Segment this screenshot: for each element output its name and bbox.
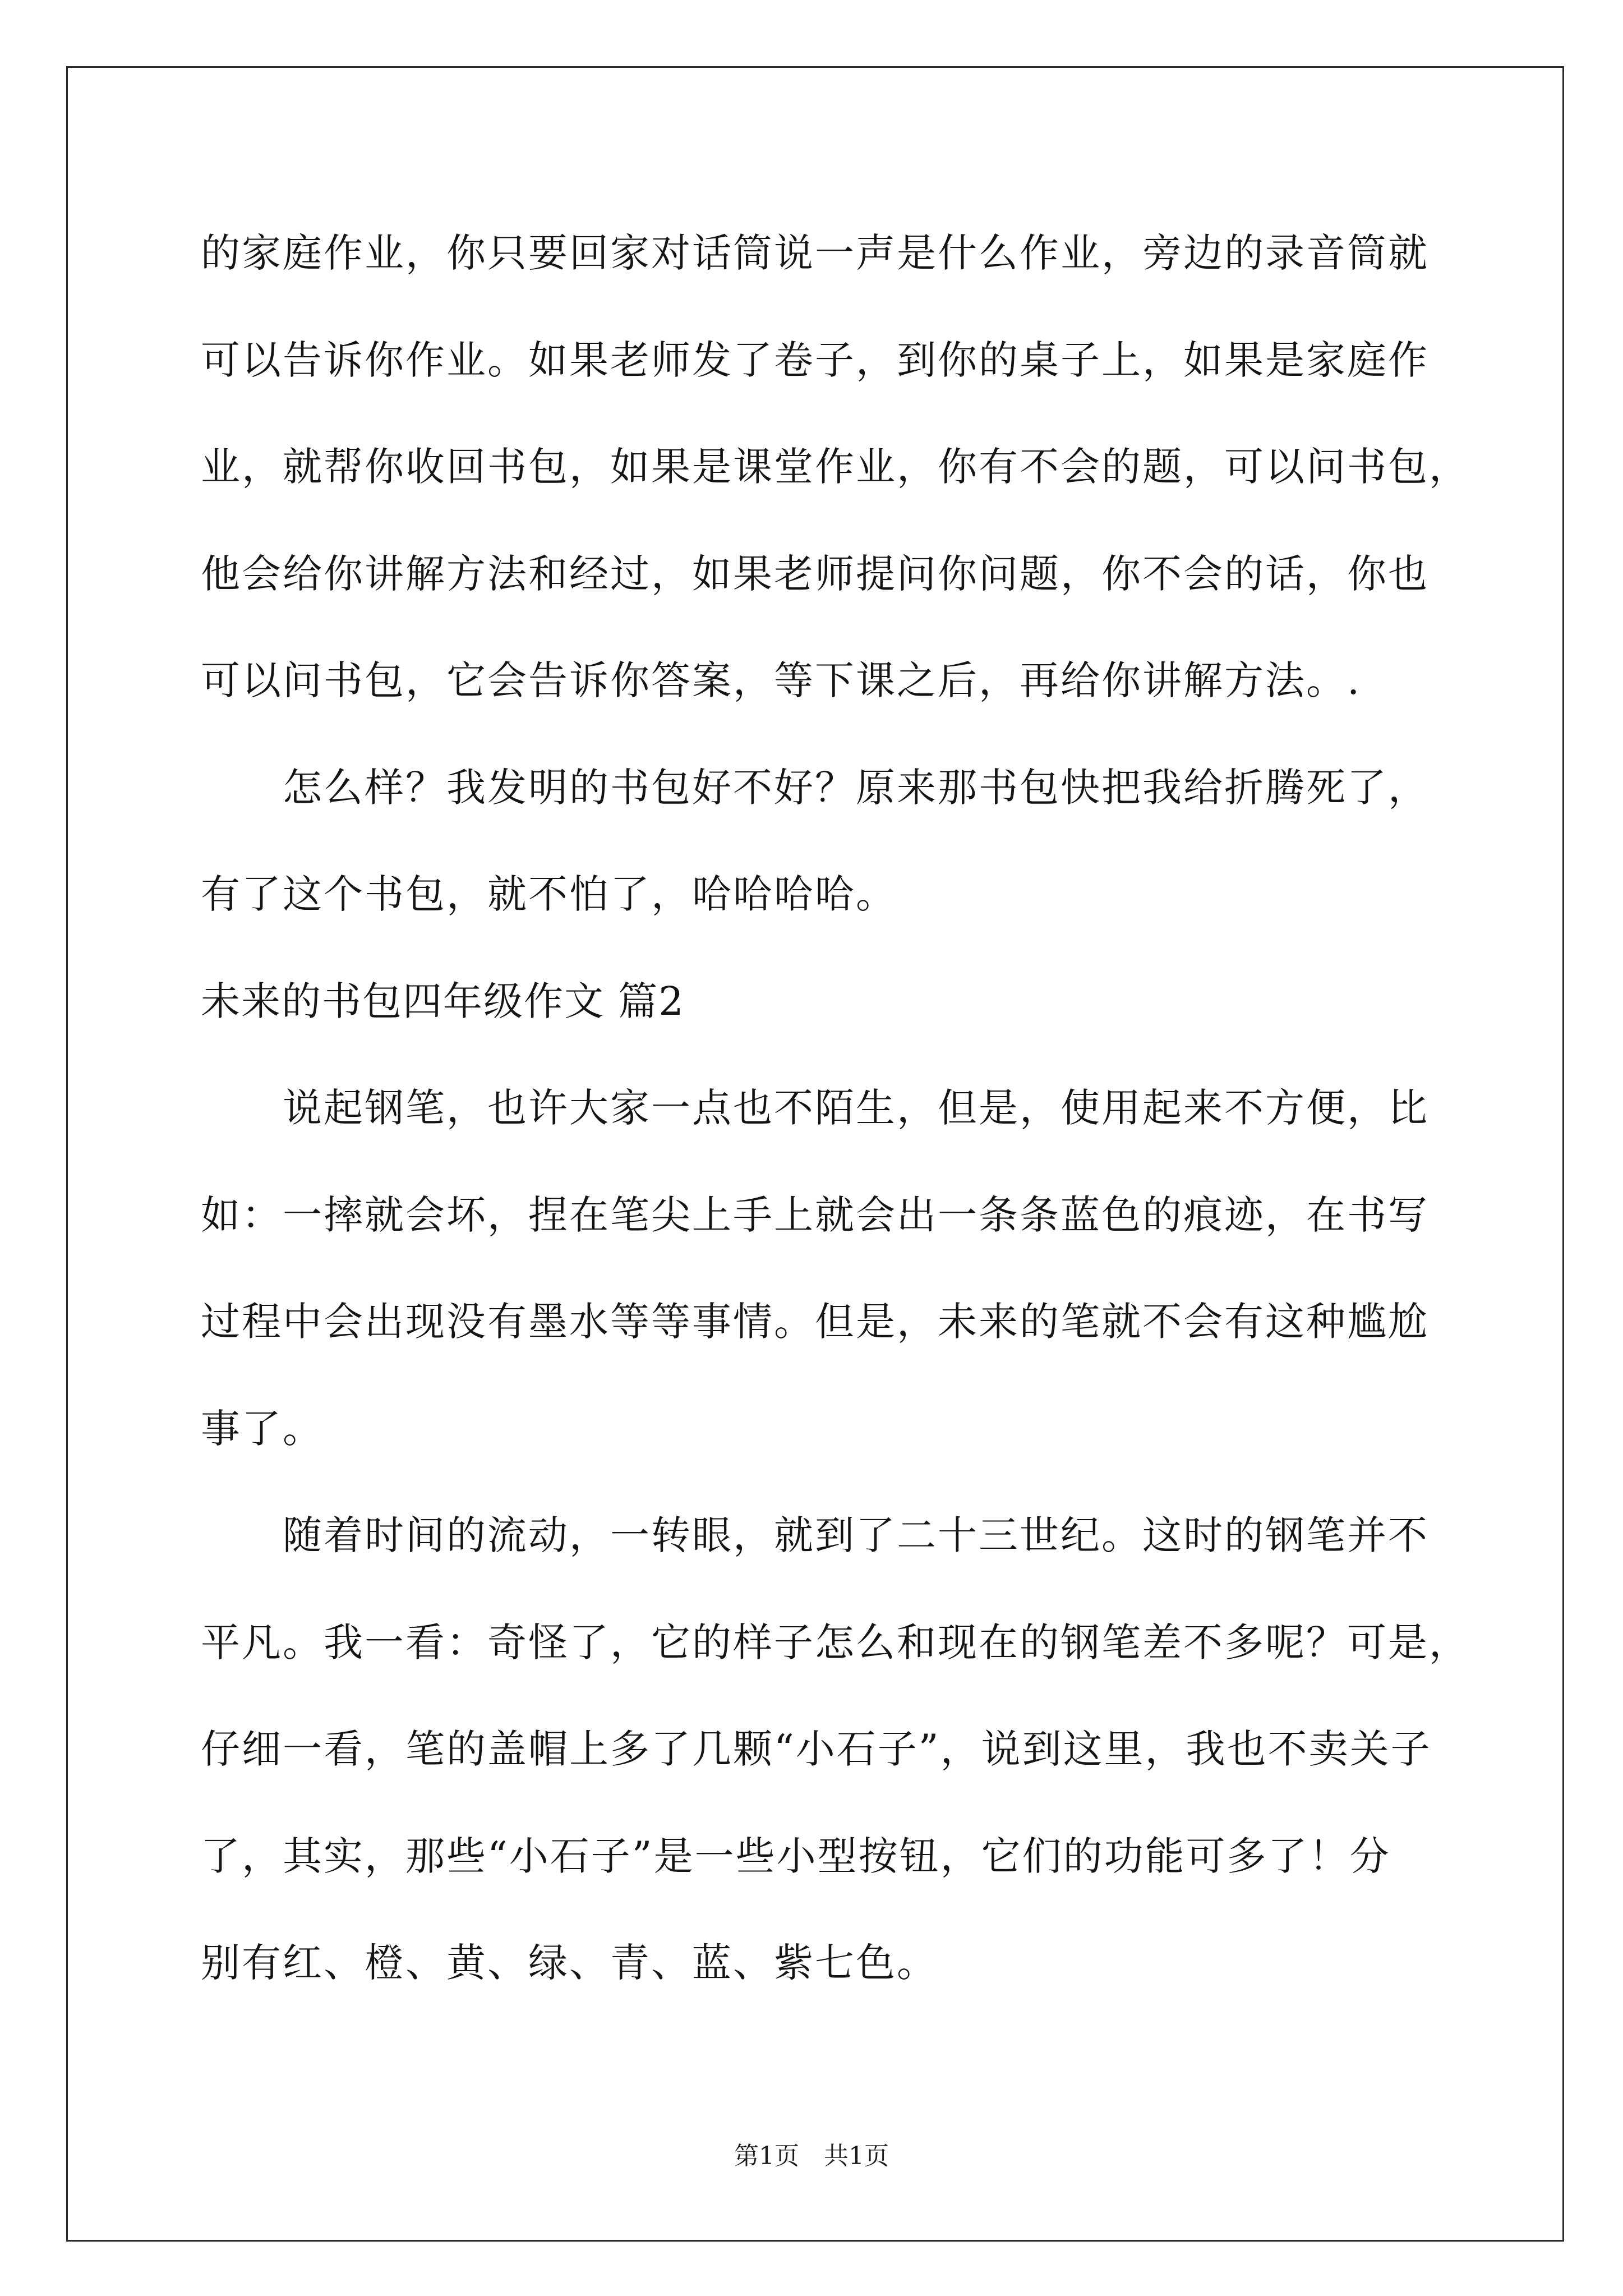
paragraph-line: 过程中会出现没有墨水等等事情。但是，未来的笔就不会有这种尴尬 [201, 1299, 1429, 1345]
paragraph-line: 他会给你讲解方法和经过，如果老师提问你问题，你不会的话，你也 [201, 550, 1429, 597]
paragraph-line: 平凡。我一看：奇怪了，它的样子怎么和现在的钢笔差不多呢？可是， [201, 1619, 1470, 1665]
paragraph-line: 事了。 [201, 1405, 324, 1452]
paragraph-line: 可以问书包，它会告诉你答案，等下课之后，再给你讲解方法。. [201, 657, 1362, 703]
paragraph-line: 有了这个书包，就不怕了，哈哈哈哈。 [201, 871, 897, 917]
paragraph-line: 别有红、橙、黄、绿、青、蓝、紫七色。 [201, 1940, 938, 1986]
paragraph-line: 可以告诉你作业。如果老师发了卷子，到你的桌子上，如果是家庭作 [201, 337, 1429, 383]
paragraph-line: 的家庭作业，你只要回家对话筒说一声是什么作业，旁边的录音筒就 [201, 230, 1429, 276]
paragraph-line: 业，就帮你收回书包，如果是课堂作业，你有不会的题，可以问书包， [201, 444, 1470, 490]
paragraph-line: 如：一摔就会坏，捏在笔尖上手上就会出一条条蓝色的痕迹，在书写 [201, 1191, 1429, 1238]
paragraph-first-line: 说起钢笔，也许大家一点也不陌生，但是，使用起来不方便，比 [283, 1085, 1429, 1131]
page-number-footer: 第1页 共1页 [734, 2142, 889, 2170]
section-title: 未来的书包四年级作文 篇2 [201, 978, 685, 1024]
paragraph-first-line: 随着时间的流动，一转眼，就到了二十三世纪。这时的钢笔并不 [283, 1512, 1429, 1558]
paragraph-line: 了，其实，那些“小石子”是一些小型按钮，它们的功能可多了！分 [201, 1833, 1391, 1879]
document-body [201, 200, 1547, 2017]
paragraph-line: 仔细一看，笔的盖帽上多了几颗“小石子”，说到这里，我也不卖关子 [201, 1726, 1432, 1772]
paragraph-first-line: 怎么样？我发明的书包好不好？原来那书包快把我给折腾死了， [283, 764, 1429, 811]
